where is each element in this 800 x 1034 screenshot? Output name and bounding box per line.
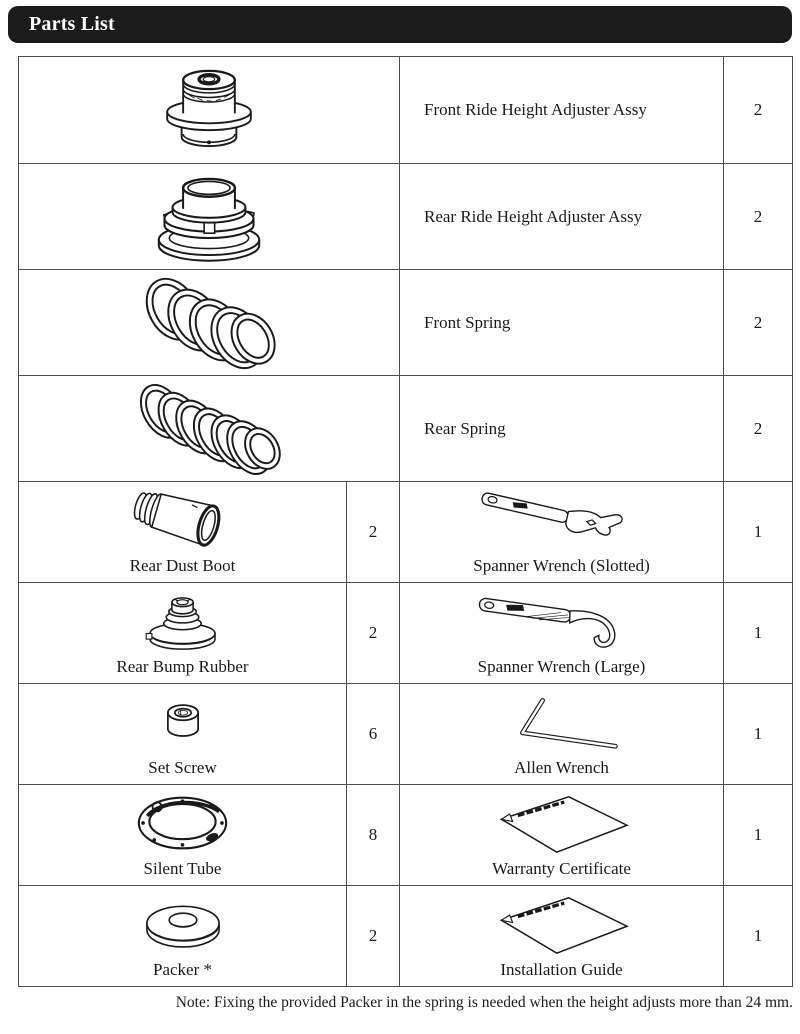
installation-guide-icon [476, 887, 648, 961]
part-qty-text: 1 [753, 623, 763, 642]
part-cell [399, 785, 723, 885]
spanner-wrench-slotted-icon [464, 485, 659, 555]
part-qty-text: 1 [753, 724, 763, 743]
packer-icon [124, 894, 242, 954]
part-qty [723, 164, 792, 269]
part-cell [19, 785, 346, 885]
part-name [399, 270, 723, 375]
allen-wrench-icon [479, 691, 644, 753]
part-caption: Packer * [152, 960, 212, 980]
warranty-certificate-icon [476, 786, 648, 860]
rear-ride-height-adjuster-icon [124, 171, 294, 263]
set-screw-icon [151, 694, 215, 750]
part-caption: Spanner Wrench (Slotted) [473, 556, 650, 576]
part-qty [723, 57, 792, 163]
part-qty [723, 886, 792, 986]
part-name-text: Rear Spring [424, 418, 506, 438]
footnote: Note: Fixing the provided Packer in the spring is needed when the height adjusts more than 24 mm. [175, 994, 793, 1011]
part-qty [723, 684, 792, 784]
page [0, 6, 800, 1034]
page-title: Parts List [29, 13, 115, 35]
part-cell [399, 886, 723, 986]
part-name [399, 376, 723, 481]
part-cell [399, 583, 723, 683]
part-name-text: Front Spring [424, 312, 511, 332]
silent-tube-icon [105, 785, 260, 860]
part-name [399, 57, 723, 163]
part-qty-text: 2 [753, 418, 763, 438]
part-qty [723, 583, 792, 683]
part-caption: Silent Tube [143, 859, 222, 879]
table-row [19, 885, 792, 986]
part-qty [723, 270, 792, 375]
part-qty [346, 583, 399, 683]
part-qty [723, 482, 792, 582]
parts-list-header [8, 6, 792, 43]
part-qty-text: 2 [753, 206, 763, 226]
part-image-cell [19, 57, 399, 163]
table-row [19, 784, 792, 885]
part-name [399, 164, 723, 269]
rear-bump-rubber-icon [120, 583, 245, 658]
parts-table [18, 56, 793, 987]
part-cell [19, 583, 346, 683]
part-cell [19, 482, 346, 582]
part-qty-text: 2 [368, 623, 378, 642]
part-caption: Set Screw [148, 758, 217, 778]
part-qty-text: 2 [368, 926, 378, 945]
part-qty [346, 482, 399, 582]
part-caption: Installation Guide [500, 960, 623, 980]
part-cell [19, 684, 346, 784]
part-qty-text: 1 [753, 825, 763, 844]
part-image-cell [19, 164, 399, 269]
part-qty [723, 376, 792, 481]
table-row [19, 269, 792, 375]
table-row [19, 375, 792, 481]
part-qty-text: 2 [753, 100, 763, 119]
part-name-text: Rear Ride Height Adjuster Assy [424, 206, 643, 226]
part-qty [346, 684, 399, 784]
part-caption: Rear Dust Boot [129, 556, 236, 576]
part-cell [399, 482, 723, 582]
part-qty-text: 2 [368, 522, 378, 541]
part-caption: Allen Wrench [514, 758, 609, 778]
part-qty [346, 886, 399, 986]
table-row [19, 163, 792, 269]
table-row [19, 57, 792, 163]
rear-spring-icon [133, 379, 285, 479]
part-image-cell [19, 376, 399, 481]
part-qty [346, 785, 399, 885]
rear-dust-boot-icon [115, 484, 250, 556]
part-caption: Rear Bump Rubber [116, 657, 249, 677]
part-image-cell [19, 270, 399, 375]
front-ride-height-adjuster-icon [133, 63, 285, 157]
part-cell [399, 684, 723, 784]
part-name-text: Front Ride Height Adjuster Assy [424, 100, 647, 119]
part-cell [19, 886, 346, 986]
part-qty [723, 785, 792, 885]
table-row [19, 481, 792, 582]
part-qty-text: 8 [368, 825, 378, 844]
part-qty-text: 6 [368, 724, 378, 743]
table-row [19, 683, 792, 784]
part-caption: Warranty Certificate [492, 859, 631, 879]
table-row [19, 582, 792, 683]
part-caption: Spanner Wrench (Large) [477, 657, 646, 677]
front-spring-icon [135, 274, 283, 372]
part-qty-text: 1 [753, 522, 763, 541]
part-qty-text: 2 [753, 312, 763, 332]
spanner-wrench-large-icon [464, 586, 659, 656]
part-qty-text: 1 [753, 926, 763, 945]
